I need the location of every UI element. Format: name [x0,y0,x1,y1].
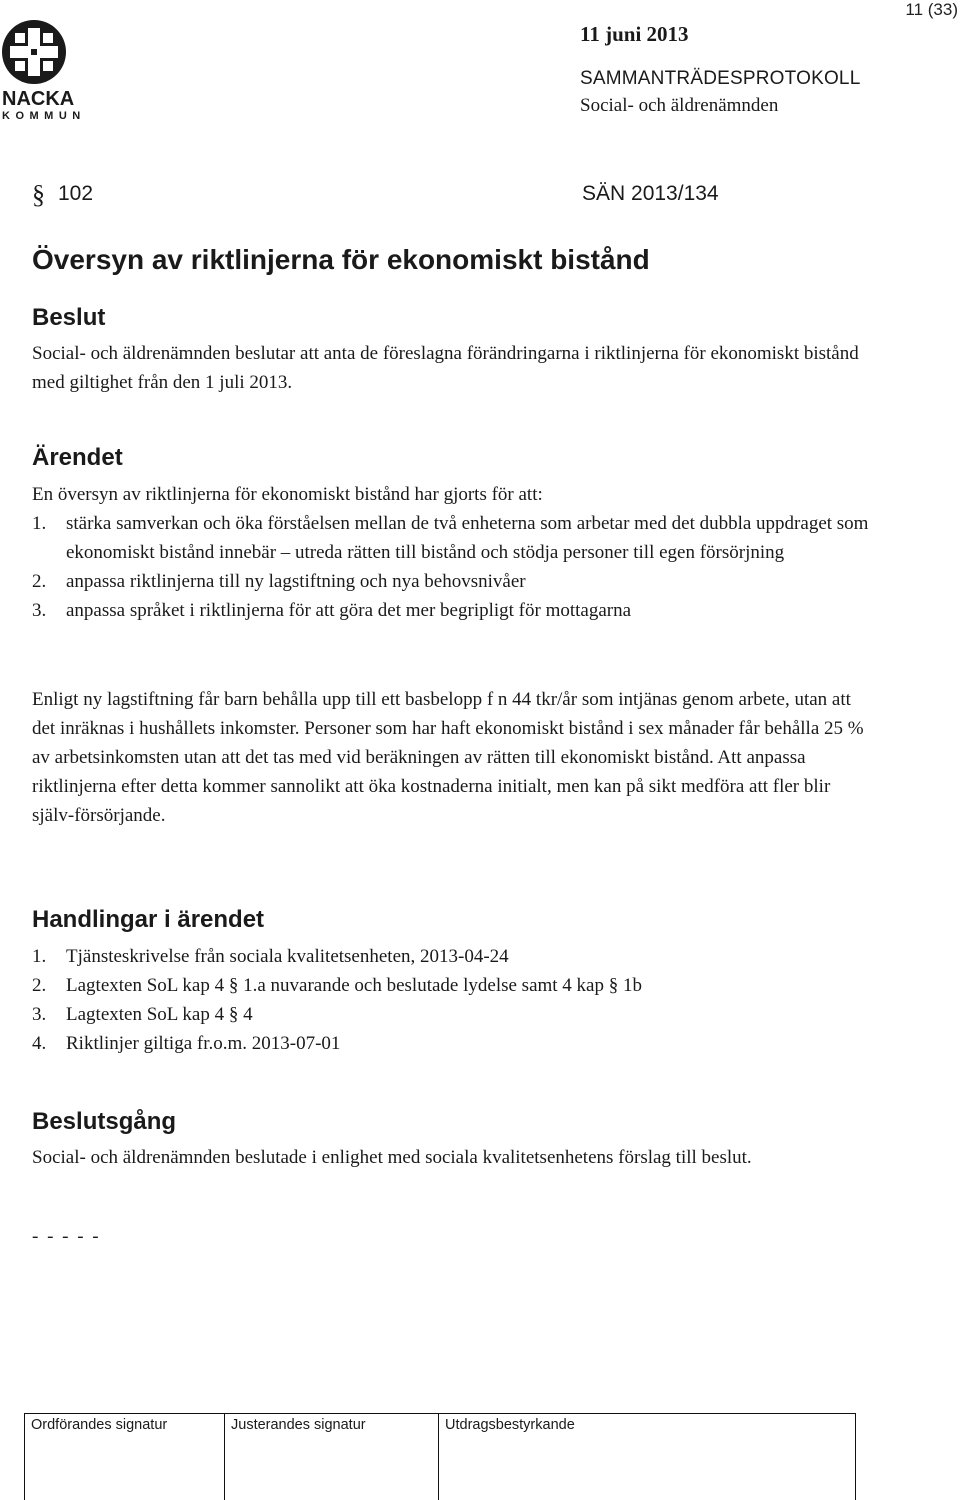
case-number: SÄN 2013/134 [582,182,719,205]
page-number: 11 (33) [905,0,958,19]
list-item [32,509,892,567]
list-item [32,971,892,1000]
arendet-paragraph: Enligt ny lagstiftning får barn behålla upp till ett basbelopp f n 44 tkr/år som intjänas genom arbete, utan att det inräknas i hushållets inkomster. Personer som har haft ekonomiskt bistånd i sex månader får behålla 25 % av arbetsinkomsten utan att det tas med vid beräkningen av rätten till ekonomiskt bistånd. Att anpassa riktlinjerna efter detta kommer sannolikt att öka kostnaderna initialt, men kan på sikt medföra att fler blir själv-försörjande. [32,689,864,826]
list-item [32,1029,892,1058]
list-item-text: Lagtexten SoL kap 4 § 4 [66,1004,253,1025]
list-item-number: 4. [32,1033,47,1054]
list-item-number: 2. [32,571,47,592]
list-item-number: 1. [32,513,47,534]
adjuster-signature-field [225,1414,439,1500]
logo-subtext: KOMMUN [2,110,86,122]
list-item [32,567,892,596]
arendet-intro: En översyn av riktlinjerna för ekonomiskt bistånd har gjorts för att: [32,484,543,505]
handlingar-heading: Handlingar i ärendet [32,906,265,933]
paragraph-row [32,180,732,212]
arendet-list [32,509,892,625]
list-item-number: 2. [32,975,47,996]
beslut-heading: Beslut [32,304,106,331]
chair-signature-label: Ordförandes signatur [31,1417,168,1433]
coat-of-arms-icon [0,18,68,86]
certification-field [439,1414,855,1500]
logo-text: NACKA [2,88,75,110]
beslutsgang-heading: Beslutsgång [32,1108,177,1135]
beslut-text: Social- och äldrenämnden beslutar att anta de föreslagna förändringarna i riktlinjerna för ekonomiskt bistånd med giltighet från den 1 juli 2013. [32,343,859,393]
protocol-title: SAMMANTRÄDESPROTOKOLL [580,68,861,89]
page-title: Översyn av riktlinjerna för ekonomiskt bistånd [32,244,650,275]
list-item-number: 3. [32,1004,47,1025]
beslutsgang-text: Social- och äldrenämnden beslutade i enlighet med sociala kvalitetsenhetens förslag till beslut. [32,1147,752,1168]
arendet-heading: Ärendet [32,444,123,471]
handlingar-list [32,942,892,1058]
list-item [32,596,892,625]
list-item-number: 1. [32,946,47,967]
list-item-text: stärka samverkan och öka förståelsen mellan de två enheterna som arbetar med det dubbla uppdraget som ekonomiskt bistånd innebär – utreda rätten till bistånd och stödja personer till egen försörjning [66,513,869,563]
paragraph-number: 102 [58,182,94,205]
list-item-text: anpassa språket i riktlinjerna för att göra det mer begripligt för mottagarna [66,600,632,621]
meeting-date: 11 juni 2013 [580,22,689,46]
list-item-text: Lagtexten SoL kap 4 § 1.a nuvarande och beslutade lydelse samt 4 kap § 1b [66,975,642,996]
nacka-kommun-logo [0,18,86,122]
board-name: Social- och äldrenämnden [580,95,779,116]
list-item [32,942,892,971]
chair-signature-field [25,1414,225,1500]
adjuster-signature-label: Justerandes signatur [231,1417,366,1433]
list-item-text: Tjänsteskrivelse från sociala kvalitetsenheten, 2013-04-24 [66,946,509,967]
end-marker: - - - - - [32,1226,101,1247]
list-item-text: anpassa riktlinjerna till ny lagstiftning och nya behovsnivåer [66,571,526,592]
list-item [32,1000,892,1029]
paragraph-sign: § [32,180,45,209]
certification-label: Utdragsbestyrkande [445,1417,575,1433]
list-item-text: Riktlinjer giltiga fr.o.m. 2013-07-01 [66,1033,341,1054]
signature-table [24,1413,856,1500]
list-item-number: 3. [32,600,47,621]
